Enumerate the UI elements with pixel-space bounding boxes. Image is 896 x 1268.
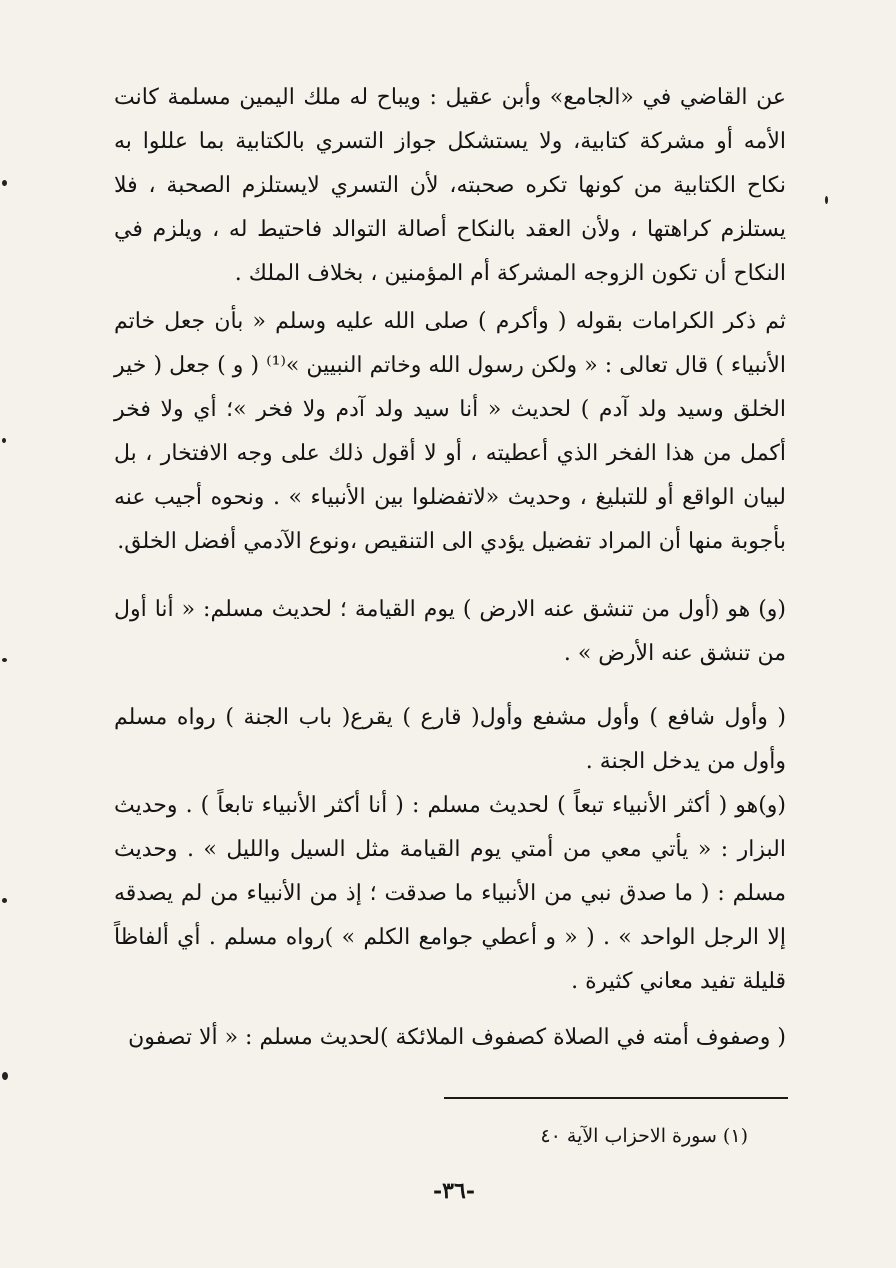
paragraph-6: ( وصفوف أمته في الصلاة كصفوف الملائكة )لحديث مسلم : « ألا تصفون [128,1025,786,1050]
scan-speck [2,180,7,186]
page-number: -٣٦- [433,1178,475,1204]
paragraph-4: ( وأول شافع ) وأول مشفع وأول( قارع ) يقرع( باب الجنة ) رواه مسلم وأول من يدخل الجنة . [114,705,786,774]
paragraph-5: (و)هو ( أكثر الأنبياء تبعاً ) لحديث مسلم : ( أنا أكثر الأنبياء تابعاً ) . وحديث البزار : « يأتي معي من أمتي يوم القيامة مثل السيل والليل » . وحديث مسلم : ( ما صدق نبي من الأنبياء ما صدقت ؛ إذ من الأنبياء من لم يصدقه إلا الرجل الواحد » . ( « و أعطي جوامع الكلم » )رواه مسلم . أي ألفاظاً قليلة تفيد معاني كثيرة . [114,793,786,994]
paragraph-3: (و) هو (أول من تنشق عنه الارض ) يوم القيامة ؛ لحديث مسلم: « أنا أول من تنشق عنه الأرض » . [114,597,786,666]
scan-speck [2,438,6,443]
footnote-divider [444,1097,788,1099]
scan-speck [2,1072,8,1080]
footnote: (١) سورة الاحزاب الآية ٤٠ [540,1125,748,1147]
paragraph-1: عن القاضي في «الجامع» وأبن عقيل : ويباح له ملك اليمين مسلمة كانت الأمه أو مشركة كتابية، ولا يستشكل جواز التسري بالكتابية بما عللوا به نكاح الكتابية من كونها تكره صحبته، لأن التسري لايستلزم الصحبة ، فلا يستلزم كراهتها ، ولأن العقد بالنكاح أصالة التوالد فاحتيط له ، ويلزم في النكاح أن تكون الزوجه المشركة أم المؤمنين ، بخلاف الملك . [114,85,786,286]
scan-speck [2,658,7,662]
scan-speck [825,196,828,204]
paragraph-2: ثم ذكر الكرامات بقوله ( وأكرم ) صلى الله عليه وسلم « بأن جعل خاتم الأنبياء ) قال تعالى : « ولكن رسول الله وخاتم النبيين »⁽¹⁾ ( و ) جعل ( خير الخلق وسيد ولد آدم ) لحديث « أنا سيد ولد آدم ولا فخر »؛ أي ولا فخر أكمل من هذا الفخر الذي أعطيته ، أو لا أقول ذلك على وجه الافتخار ، بل لبيان الواقع أو للتبليغ ، وحديث «لاتفضلوا بين الأنبياء » . ونحوه أجيب عنه بأجوبة منها أن المراد تفضيل يؤدي الى التنقيص ،ونوع الآدمي أفضل الخلق. [114,309,786,554]
scan-speck [2,898,7,903]
